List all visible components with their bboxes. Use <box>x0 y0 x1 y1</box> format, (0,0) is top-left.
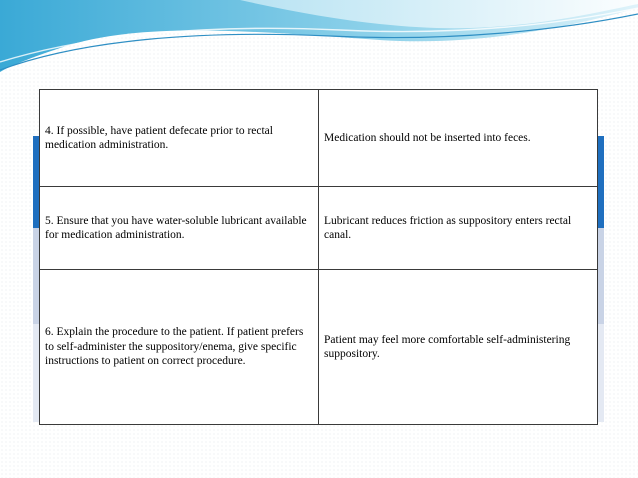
rationale-cell <box>319 270 598 425</box>
rationale-text: Lubricant reduces friction as suppository enters rectal canal. <box>324 214 572 241</box>
table-row <box>40 187 598 270</box>
step-text: 4. If possible, have patient defecate prior to rectal medication administration. <box>45 124 273 151</box>
rationale-text: Medication should not be inserted into feces. <box>324 131 531 144</box>
step-text: 6. Explain the procedure to the patient. If patient prefers to self-administer the suppository/enema, give specific instructions to patient on correct procedure. <box>45 326 304 368</box>
step-cell <box>40 187 319 270</box>
step-cell <box>40 90 319 187</box>
step-cell <box>40 270 319 425</box>
table-row <box>40 90 598 187</box>
table-row <box>40 270 598 425</box>
wave-header-decoration <box>0 0 638 80</box>
rationale-cell <box>319 187 598 270</box>
rationale-text: Patient may feel more comfortable self-administering suppository. <box>324 333 571 360</box>
procedure-table <box>39 89 598 425</box>
step-text: 5. Ensure that you have water-soluble lubricant available for medication administration. <box>45 214 307 241</box>
rationale-cell <box>319 90 598 187</box>
